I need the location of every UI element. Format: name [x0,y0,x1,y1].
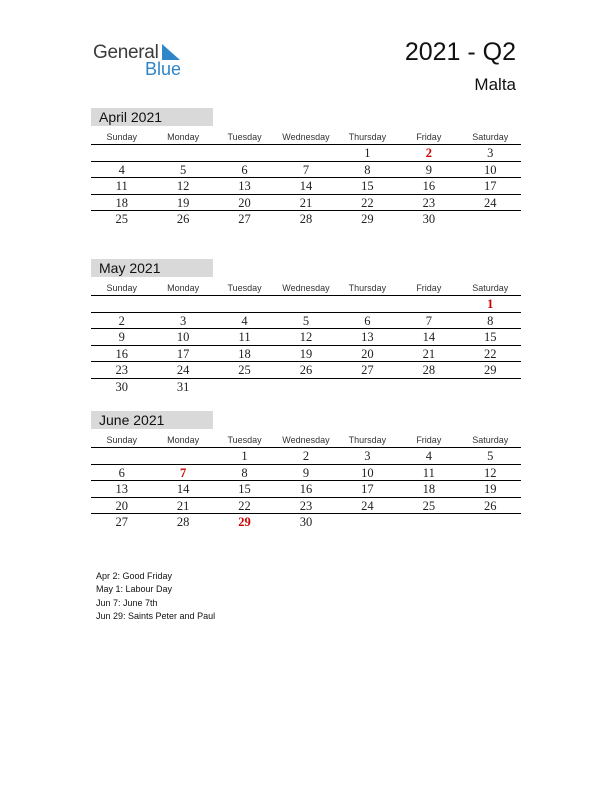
empty-day-cell [152,145,213,162]
day-cell: 28 [299,212,313,227]
day-cell: 19 [275,346,336,363]
empty-day-cell [398,296,459,313]
day-cell: 26 [176,212,190,227]
day-cell: 25 [398,498,459,515]
day-cell: 18 [214,346,275,363]
day-cell: 31 [176,379,190,394]
logo-word-general: General [93,42,159,63]
weekday-header: Saturday [472,132,509,142]
weekday-header: Friday [416,435,442,445]
weekday-header: Thursday [348,435,387,445]
day-cell: 20 [337,346,398,363]
empty-day-cell [275,145,336,162]
empty-day-cell [152,448,213,465]
day-cell: 29 [460,362,521,379]
logo-triangle-icon [160,44,180,60]
day-cell: 18 [91,195,152,212]
day-cell: 5 [275,313,336,330]
calendar-grid [91,281,521,396]
day-cell: 24 [152,362,213,379]
day-cell: 4 [398,448,459,465]
day-cell: 21 [275,195,336,212]
holiday-note: Apr 2: Good Friday [96,571,173,581]
day-cell: 15 [460,329,521,346]
day-cell: 14 [398,329,459,346]
page-title: 2021 - Q2 [404,38,516,66]
day-cell: 29 [361,212,374,227]
calendar-grid [91,130,521,228]
weekday-header: Sunday [106,132,137,142]
day-cell: 11 [398,465,459,482]
empty-day-cell [398,514,459,531]
day-cell: 10 [152,329,213,346]
holiday-note: Jun 7: June 7th [96,597,158,608]
day-cell: 2 [275,448,336,465]
day-cell: 5 [152,162,213,179]
empty-day-cell [152,296,213,313]
day-cell: 14 [275,178,336,195]
day-cell: 10 [337,465,398,482]
empty-day-cell [337,296,398,313]
empty-day-cell [275,296,336,313]
empty-day-cell [91,448,152,465]
day-cell: 16 [275,481,336,498]
weekday-header: Thursday [348,132,387,142]
day-cell: 1 [214,448,275,465]
day-cell: 15 [337,178,398,195]
day-cell: 4 [91,162,152,179]
calendar-grid [91,433,521,531]
day-cell: 22 [337,195,398,212]
weekday-header: Sunday [106,283,137,293]
day-cell: 22 [460,346,521,363]
weekday-header: Sunday [106,435,137,445]
weekday-header: Monday [167,132,200,142]
day-cell: 24 [337,498,398,515]
empty-day-cell [214,296,275,313]
day-cell: 9 [91,329,152,346]
month-header: April 2021 [91,108,213,126]
day-cell: 24 [460,195,521,212]
weekday-header: Saturday [472,283,509,293]
weekday-header: Wednesday [282,435,330,445]
day-cell: 3 [337,448,398,465]
day-cell: 26 [275,362,336,379]
weekday-header: Thursday [348,283,387,293]
day-cell: 22 [214,498,275,515]
weekday-header: Tuesday [227,435,262,445]
day-cell: 20 [214,195,275,212]
weekday-header: Saturday [472,435,509,445]
weekday-header: Wednesday [282,132,330,142]
day-cell: 23 [91,362,152,379]
day-cell: 5 [460,448,521,465]
day-cell: 13 [91,481,152,498]
weekday-header: Friday [416,283,442,293]
day-cell: 3 [460,145,521,162]
holiday-notes [96,570,215,624]
day-cell: 30 [422,212,436,227]
day-cell: 9 [398,162,459,179]
day-cell: 21 [152,498,213,515]
day-cell: 18 [398,481,459,498]
empty-day-cell [214,145,275,162]
day-cell: 3 [152,313,213,330]
day-cell: 6 [91,465,152,482]
day-cell: 2 [398,145,459,162]
day-cell: 27 [115,515,128,530]
day-cell: 30 [299,515,313,530]
holiday-note: May 1: Labour Day [96,584,173,595]
day-cell: 1 [337,145,398,162]
day-cell: 11 [214,329,275,346]
day-cell: 1 [460,296,521,313]
day-cell: 7 [152,465,213,482]
day-cell: 7 [275,162,336,179]
day-cell: 23 [398,195,459,212]
day-cell: 25 [115,212,128,227]
day-cell: 29 [238,515,251,530]
generalblue-logo [93,42,193,82]
weekday-header: Wednesday [282,283,330,293]
empty-day-cell [460,211,521,228]
day-cell: 14 [152,481,213,498]
day-cell: 8 [460,313,521,330]
day-cell: 13 [337,329,398,346]
day-cell: 19 [152,195,213,212]
day-cell: 25 [214,362,275,379]
month-june [91,411,521,531]
day-cell: 27 [337,362,398,379]
day-cell: 30 [115,379,128,394]
day-cell: 8 [214,465,275,482]
empty-day-cell [91,296,152,313]
empty-day-cell [91,145,152,162]
day-cell: 17 [152,346,213,363]
day-cell: 28 [176,515,190,530]
day-cell: 2 [91,313,152,330]
day-cell: 9 [275,465,336,482]
weekday-header: Monday [167,283,200,293]
day-cell: 27 [238,212,251,227]
month-header: June 2021 [91,411,213,429]
day-cell: 20 [91,498,152,515]
empty-day-cell [337,514,398,531]
day-cell: 6 [337,313,398,330]
day-cell: 26 [460,498,521,515]
day-cell: 21 [398,346,459,363]
empty-day-cell [460,379,521,396]
day-cell: 28 [398,362,459,379]
empty-day-cell [275,379,336,396]
empty-day-cell [214,379,275,396]
weekday-header: Tuesday [227,283,262,293]
day-cell: 15 [214,481,275,498]
month-april [91,108,521,228]
day-cell: 7 [398,313,459,330]
day-cell: 12 [460,465,521,482]
holiday-note: Jun 29: Saints Peter and Paul [96,611,216,622]
day-cell: 17 [460,178,521,195]
day-cell: 19 [460,481,521,498]
day-cell: 12 [275,329,336,346]
logo-word-blue: Blue [145,59,182,79]
day-cell: 4 [214,313,275,330]
day-cell: 11 [91,178,152,195]
empty-day-cell [398,379,459,396]
day-cell: 8 [337,162,398,179]
day-cell: 10 [460,162,521,179]
day-cell: 12 [152,178,213,195]
day-cell: 13 [214,178,275,195]
day-cell: 16 [91,346,152,363]
weekday-header: Friday [416,132,442,142]
weekday-header: Tuesday [227,132,262,142]
empty-day-cell [460,514,521,531]
weekday-header: Monday [167,435,200,445]
country-name: Malta [474,75,516,94]
day-cell: 17 [337,481,398,498]
day-cell: 16 [398,178,459,195]
empty-day-cell [337,379,398,396]
day-cell: 23 [275,498,336,515]
month-may [91,259,521,396]
month-header: May 2021 [91,259,213,277]
day-cell: 6 [214,162,275,179]
